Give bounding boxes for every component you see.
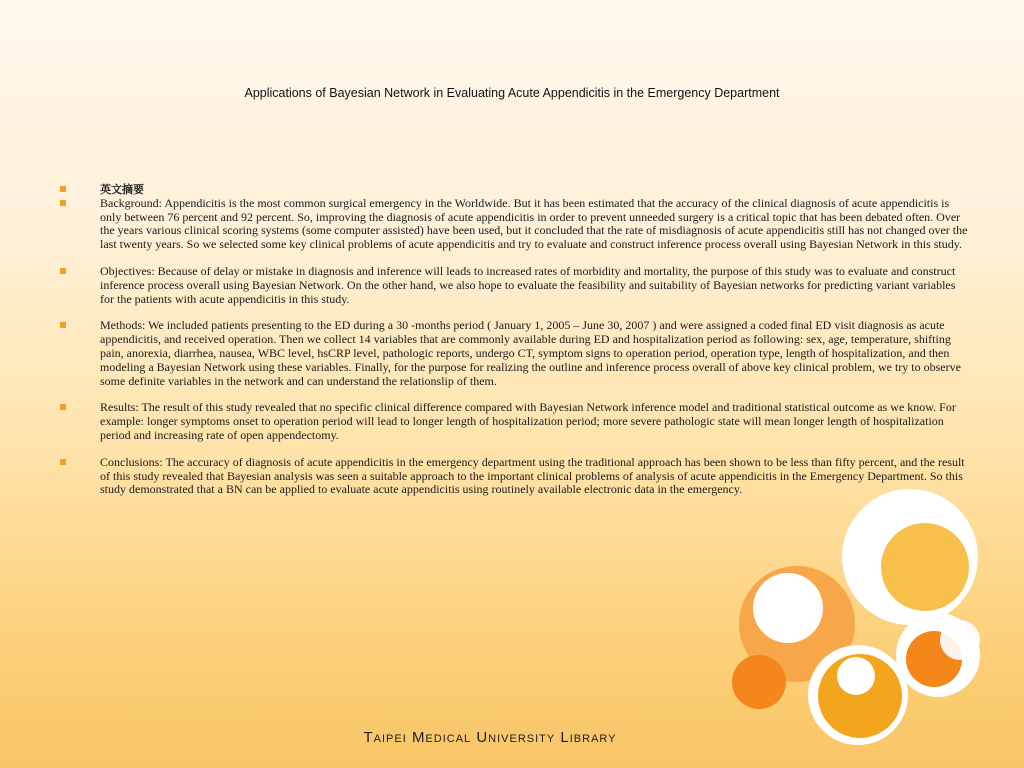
slide-title: Applications of Bayesian Network in Evaluating Acute Appendicitis in the Emergency Department bbox=[244, 86, 780, 100]
circle-orange-dot bbox=[732, 655, 786, 709]
circle-orange-ring bbox=[739, 566, 855, 682]
bullet-background bbox=[60, 197, 970, 252]
bullet-list bbox=[60, 183, 970, 497]
bullet-results bbox=[60, 401, 970, 442]
slide-content bbox=[60, 183, 970, 497]
square-bullet-icon bbox=[60, 404, 66, 410]
circle-gold-bottom bbox=[818, 654, 902, 738]
circle-white-small bbox=[896, 613, 980, 697]
bullet-heading bbox=[60, 183, 970, 197]
footer-library-name bbox=[0, 729, 1024, 746]
bullet-text: Background: Appendicitis is the most common surgical emergency in the Worldwide. But it has been estimated that the accuracy of the clinical diagnosis of acute appendicitis is only between 76 percent and 92 percent. So, improving the diagnosis of acute appendicitis in order to prevent unneeded surgery is a critical topic that has been debated often. Over the years various clinical scoring systems (some computer assisted) have been used, but it concluded that the rate of misdiagnosis of acute appendicitis still has not changed over the last twenty years. So we selected some key clinical problems of acute appendicitis and try to evaluate and construct inference process overall using Bayesian Network in this study. bbox=[100, 195, 968, 252]
circle-gold-large bbox=[881, 523, 969, 611]
bullet-conclusions bbox=[60, 456, 970, 497]
bullet-text: Objectives: Because of delay or mistake in diagnosis and inference will leads to increased rates of morbidity and mortality, the purpose of this study was to evaluate and construct inference process overall using Bayesian Network. On the other hand, we also hope to evaluate the feasibility and suitability of Bayesian networks for predicting variant variables for the patients with acute appendicitis in this study. bbox=[100, 263, 956, 306]
square-bullet-icon bbox=[60, 322, 66, 328]
square-bullet-icon bbox=[60, 186, 66, 192]
bullet-text: 英文摘要 bbox=[100, 183, 144, 196]
circle-white-bottom-inner bbox=[837, 657, 875, 695]
bullet-text: Methods: We included patients presenting to the ED during a 30 -months period ( January 1, 2005 – June 30, 2007 ) and were assigned a coded final ED visit diagnosis as acute appendicitis, and received operation. Then we collect 14 variables that are commonly available during ED and hospitalization period as following: sex, age, temperature, shifting pain, anorexia, diarrhea, nausea, WBC level, hsCRP level, pathologic reports, undergo CT, symptom signs to operation period, operation type, length of hospitalization, and then modeling a Bayesian Network using these variables. Finally, for the purpose for realizing the outline and inference process overall of above key clinical problem, we try to observe some definite variables in the network and can understand the relationslip of them. bbox=[100, 318, 961, 388]
bullet-methods bbox=[60, 319, 970, 388]
square-bullet-icon bbox=[60, 268, 66, 274]
square-bullet-icon bbox=[60, 200, 66, 206]
circle-white-large bbox=[842, 489, 978, 625]
footer-text: Taipei Medical University Library bbox=[363, 729, 617, 746]
bullet-text: Results: The result of this study revealed that no specific clinical difference compared with Bayesian Network inference model and traditional statistical outcome as we know. For example: longer symptoms onset to operation period will lead to longer length of hospitalization period; more severe pathologic state will mean longer length of hospitalization period and increasing rate of open appendectomy. bbox=[100, 400, 956, 442]
circle-white-inner bbox=[753, 573, 823, 643]
square-bullet-icon bbox=[60, 459, 66, 465]
bullet-text: Conclusions: The accuracy of diagnosis of acute appendicitis in the emergency department using the traditional approach has been shown to be less than fifty percent, and the result of this study revealed that Bayesian analysis was seen a suitable approach to the important clinical problems of analysis of acute appendicitis in the Emergency Department. So this study demonstrated that a BN can be applied to evaluate acute appendicitis using routinely available electronic data in the emergency. bbox=[100, 454, 965, 497]
bullet-objectives bbox=[60, 265, 970, 306]
circle-orange-small bbox=[906, 631, 962, 687]
circle-white-tiny-right bbox=[940, 620, 980, 660]
